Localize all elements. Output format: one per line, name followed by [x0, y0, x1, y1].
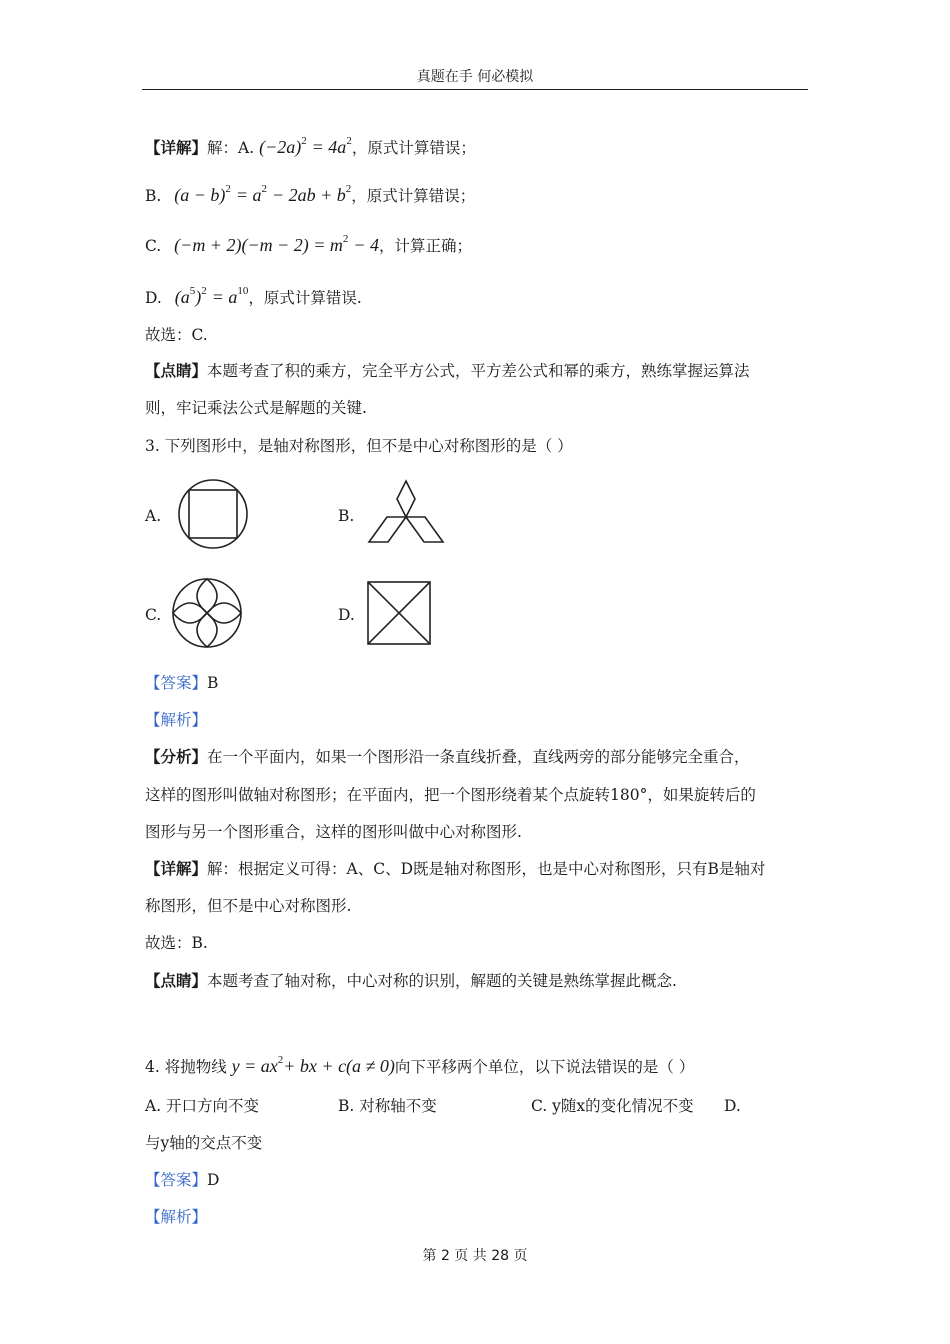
q3-figure-b-three-rhombi [366, 478, 446, 546]
q2-c-note: ，计算正确； [378, 237, 472, 255]
page-footer: 第 2 页 共 28 页 [422, 1248, 528, 1264]
q3-analyze-line2: 这样的图形叫做轴对称图形；在平面内，把一个图形绕着某个点旋转180°，如果旋转后的 [145, 786, 756, 804]
q3-detail-line2: 称图形，但不是中心对称图形. [145, 897, 352, 915]
q2-a-note: ，原式计算错误； [351, 139, 476, 157]
q2-b-expr-exp: 2 [225, 183, 231, 195]
q4-formula-y: y = ax [231, 1056, 278, 1076]
q4-option-a: A. 开口方向不变 [145, 1097, 260, 1115]
q2-c-label: C. [145, 237, 162, 255]
q3-choice: 故选：B. [145, 934, 208, 952]
q4-formula-exp: 2 [277, 1054, 284, 1066]
q2-c-expr-tail: − 4 [353, 235, 379, 255]
q2-detail-d [145, 281, 362, 308]
q4-stem-lead: 4. 将抛物线 [145, 1058, 227, 1076]
q3-figure-c-circle-petals [170, 577, 244, 649]
q2-remark-text1: 本题考查了积的乘方，完全平方公式，平方差公式和幂的乘方，熟练掌握运算法 [207, 362, 750, 380]
q4-answer-tag: 【答案】 [145, 1171, 208, 1189]
q2-b-expr-rest-exp: 2 [345, 183, 352, 195]
q2-b-expr-mid-exp: 2 [261, 183, 267, 195]
q4-stem-tail: 向下平移两个单位，以下说法错误的是（ ） [394, 1058, 695, 1076]
q3-option-c-label: C. [145, 606, 162, 624]
header-rule [142, 89, 808, 90]
q2-remark-tag: 【点睛】 [145, 361, 208, 380]
q3-answer-tag: 【答案】 [145, 674, 208, 692]
q3-detail-tag: 【详解】 [145, 859, 208, 878]
q2-b-expr-rest: − 2ab + b [271, 185, 346, 205]
q3-option-d-label: D. [338, 606, 355, 624]
q2-c-expr-exp: 2 [342, 233, 349, 245]
q4-option-d: D. [724, 1097, 741, 1115]
q3-answer [145, 673, 218, 693]
q2-b-expr-left: (a − b) [174, 185, 226, 205]
q3-stem: 3. 下列图形中，是轴对称图形，但不是中心对称图形的是（ ） [145, 437, 573, 455]
q2-detail-a [145, 131, 476, 158]
q3-option-b-label: B. [338, 507, 355, 525]
q3-detail-line1 [145, 859, 765, 879]
q2-remark-line2: 则，牢记乘法公式是解题的关键. [145, 399, 367, 417]
q3-remark [145, 971, 677, 991]
q2-d-expr-inner-exp: 5 [189, 285, 196, 297]
q3-answer-value: B [207, 674, 219, 692]
q2-remark-line1 [145, 361, 750, 381]
q3-figure-d-square-diagonals [366, 580, 432, 646]
q4-analysis-tag: 【解析】 [145, 1208, 208, 1226]
q2-detail-lead: 解：A. [207, 139, 255, 157]
q3-analyze-text1: 在一个平面内，如果一个图形沿一条直线折叠，直线两旁的部分能够完全重合， [207, 748, 750, 766]
q2-choice: 故选：C. [145, 326, 208, 344]
q4-option-d-cont: 与y轴的交点不变 [145, 1134, 263, 1152]
q2-b-note: ，原式计算错误； [351, 187, 476, 205]
q2-detail-tag: 【详解】 [145, 138, 208, 157]
q2-detail-b [145, 179, 475, 206]
q2-d-expr-close: ) [195, 287, 202, 307]
q2-detail-c [145, 229, 472, 256]
q2-a-expr-exp: 2 [301, 135, 307, 147]
q2-b-label: B. [145, 187, 162, 205]
q4-formula-rest: + bx + c(a ≠ 0) [283, 1056, 395, 1076]
q4-option-c: C. y随x的变化情况不变 [531, 1097, 694, 1115]
q2-a-expr-right: = 4a [311, 137, 347, 157]
q2-b-expr-mid: = a [235, 185, 262, 205]
q4-answer [145, 1170, 219, 1190]
q2-d-note: ，原式计算错误. [248, 289, 362, 307]
q3-analysis-tag: 【解析】 [145, 711, 208, 729]
q3-analyze-tag: 【分析】 [145, 747, 208, 766]
q3-figure-a-circle-square [176, 478, 250, 550]
q2-a-expr-left: (−2a) [259, 137, 302, 157]
q3-detail-text1: 解：根据定义可得：A、C、D既是轴对称图形，也是中心对称图形，只有B是轴对 [207, 860, 766, 878]
q2-d-expr-rhs-exp: 10 [237, 285, 249, 297]
q2-c-expr: (−m + 2)(−m − 2) = m [174, 235, 343, 255]
q3-option-a-label: A. [145, 507, 162, 525]
q2-d-expr-base: (a [174, 287, 190, 307]
q2-d-expr-exp: 2 [201, 285, 207, 297]
q3-analyze-line3: 图形与另一个图形重合，这样的图形叫做中心对称图形. [145, 823, 522, 841]
q4-option-b: B. 对称轴不变 [338, 1097, 437, 1115]
q4-stem [145, 1050, 694, 1077]
q2-a-expr-right-exp: 2 [346, 135, 352, 147]
q3-remark-tag: 【点睛】 [145, 971, 208, 990]
q4-answer-value: D [207, 1171, 220, 1189]
q2-d-expr-rhs: = a [211, 287, 238, 307]
q3-remark-text: 本题考查了轴对称，中心对称的识别，解题的关键是熟练掌握此概念. [207, 972, 677, 990]
page-header: 真题在手 何必模拟 [416, 69, 534, 85]
q2-d-label: D. [145, 289, 162, 307]
q3-analyze-line1 [145, 747, 750, 767]
